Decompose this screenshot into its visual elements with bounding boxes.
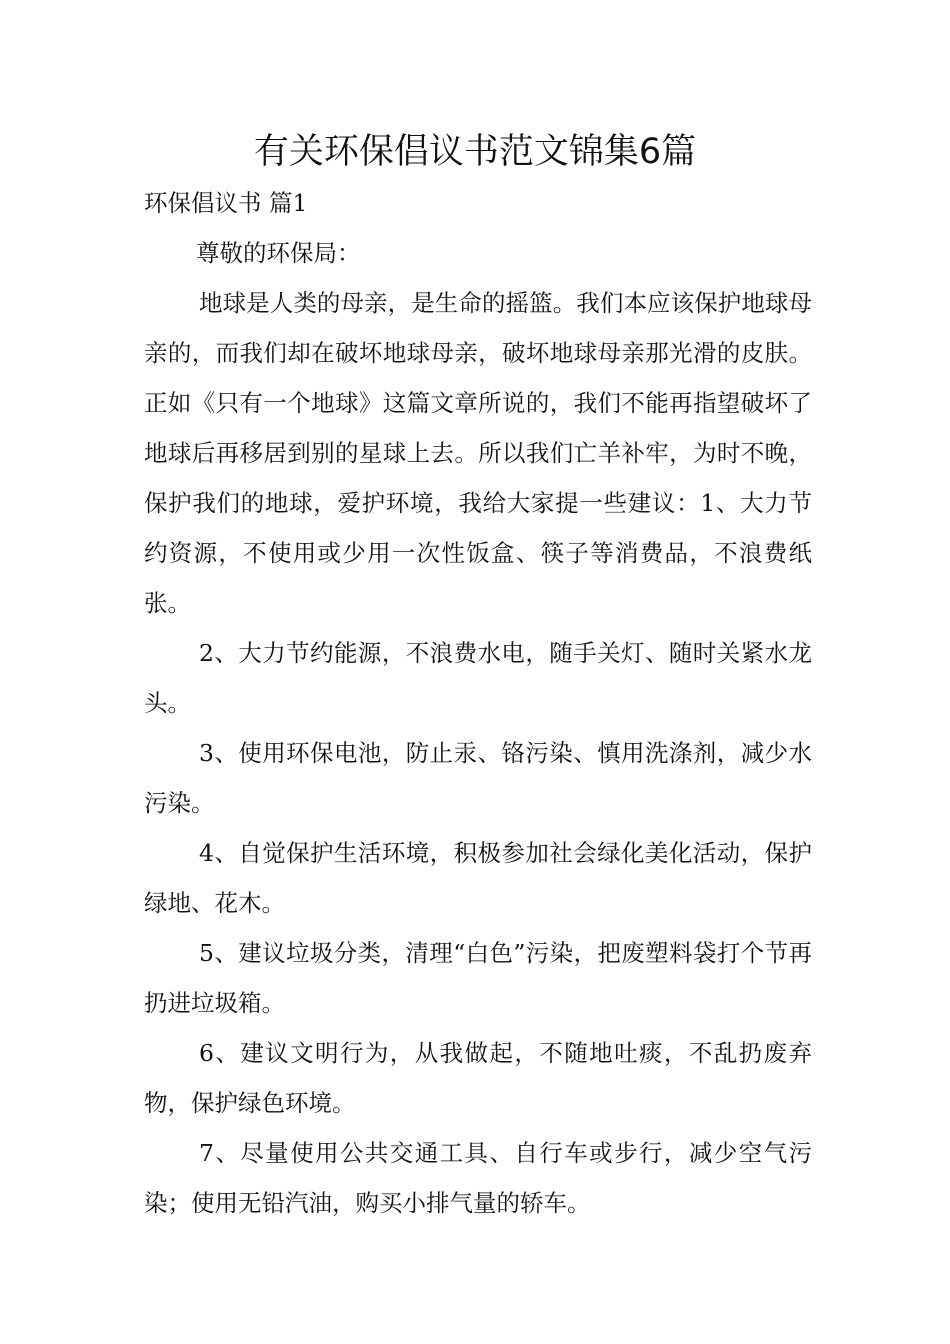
paragraph-intro: 地球是人类的母亲，是生命的摇篮。我们本应该保护地球母亲的，而我们却在破坏地球母亲，破坏地球母亲那光滑的皮肤。正如《只有一个地球》这篇文章所说的，我们不能再指望破坏了地球后再移居到别的星球上去。所以我们亡羊补牢，为时不晚，保护我们的地球，爱护环境，我给大家提一些建议：1、大力节约资源，不使用或少用一次性饭盒、筷子等消费品，不浪费纸张。	[144, 289, 812, 617]
document-title: 有关环保倡议书范文锦集6篇	[253, 132, 697, 172]
paragraph-item-4: 4、自觉保护生活环境，积极参加社会绿化美化活动，保护绿地、花木。	[144, 839, 812, 917]
paragraph-item-3: 3、使用环保电池，防止汞、铬污染、慎用洗涤剂，减少水污染。	[144, 739, 812, 817]
paragraph-item-7: 7、尽量使用公共交通工具、自行车或步行，减少空气污染；使用无铅汽油，购买小排气量的轿车。	[144, 1139, 812, 1217]
paragraph-item-5: 5、建议垃圾分类，清理“白色”污染，把废塑料袋打个节再扔进垃圾箱。	[144, 939, 812, 1017]
paragraph-item-6: 6、建议文明行为，从我做起，不随地吐痰，不乱扔废弃物，保护绿色环境。	[144, 1039, 812, 1117]
section-heading: 环保倡议书 篇1	[144, 189, 308, 217]
salutation: 尊敬的环保局：	[196, 239, 361, 267]
document-body	[144, 178, 812, 1228]
paragraph-item-2: 2、大力节约能源，不浪费水电，随手关灯、随时关紧水龙头。	[144, 639, 812, 717]
